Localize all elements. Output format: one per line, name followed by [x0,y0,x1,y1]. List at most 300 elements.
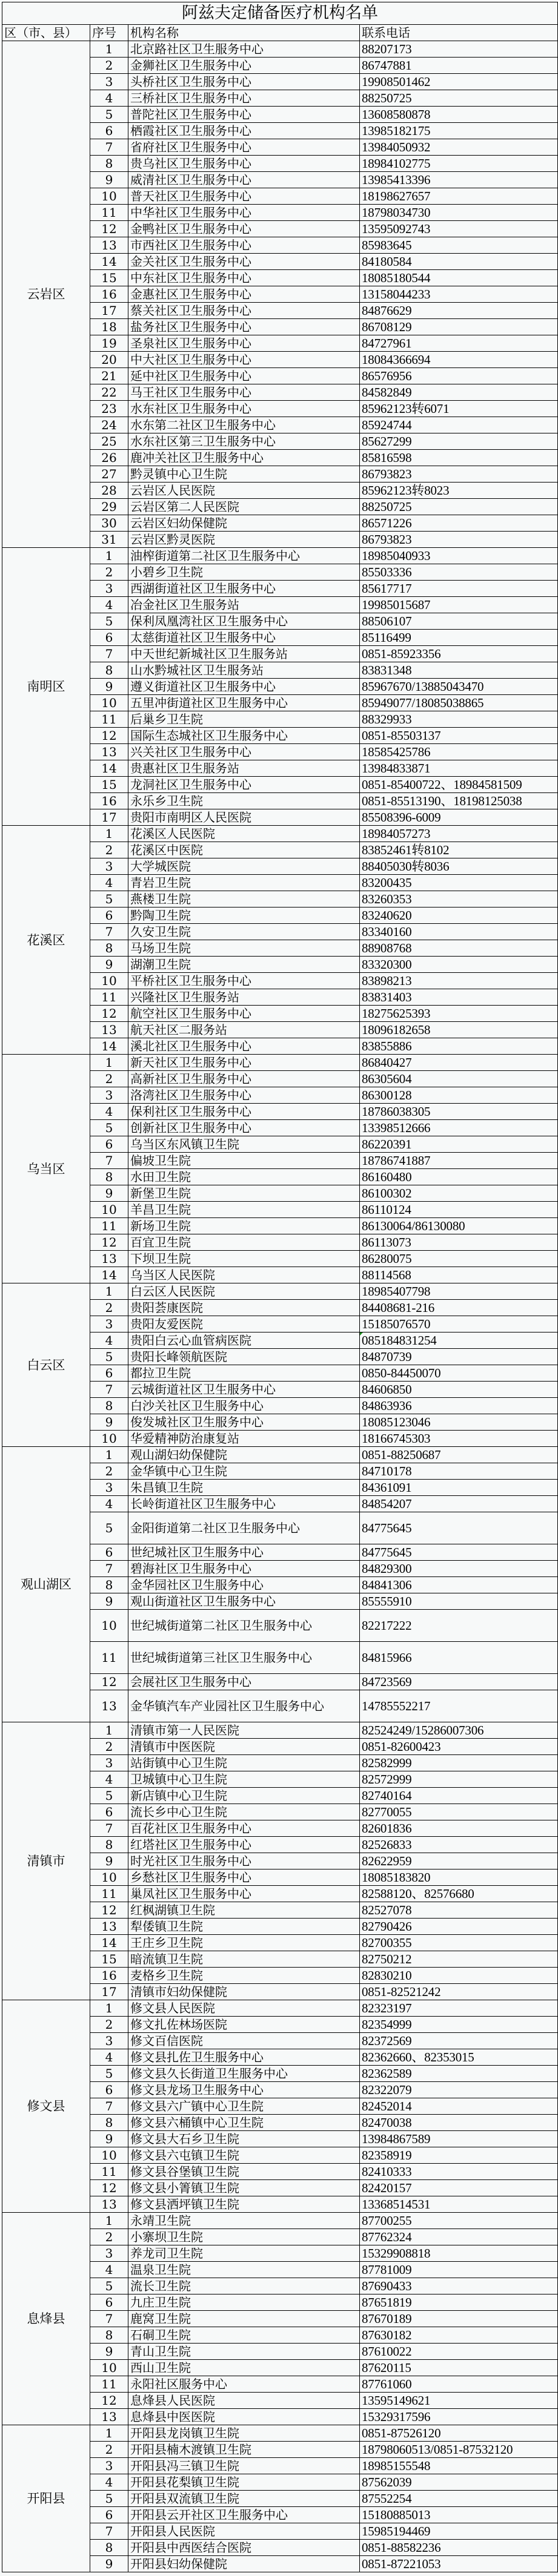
index-cell[interactable]: 11 [90,989,128,1006]
phone-cell[interactable] [360,2098,558,2115]
phone-cell[interactable] [360,286,558,303]
phone-cell[interactable] [360,499,558,515]
institution-name-cell[interactable]: 云岩区妇幼保健院 [128,515,360,532]
header-region[interactable]: 区（市、县） [2,25,90,41]
institution-name-cell[interactable]: 金华镇汽车产业园社区卫生服务中心 [128,1690,360,1722]
index-cell[interactable]: 5 [90,107,128,123]
phone-cell[interactable] [360,1968,558,1984]
institution-name-cell[interactable]: 永乐乡卫生院 [128,793,360,809]
institution-name-cell[interactable]: 溪北社区卫生服务中心 [128,1038,360,1055]
institution-name-cell[interactable]: 鹿冲关社区卫生服务中心 [128,450,360,466]
phone-cell[interactable] [360,1431,558,1447]
institution-name-cell[interactable]: 红塔社区卫生服务中心 [128,1837,360,1853]
institution-name-cell[interactable]: 下坝卫生院 [128,1251,360,1267]
phone-cell[interactable] [360,1593,558,1610]
index-cell[interactable]: 5 [90,1349,128,1365]
index-cell[interactable]: 6 [90,2294,128,2311]
phone-cell[interactable] [360,1104,558,1120]
index-cell[interactable]: 5 [90,613,128,630]
phone-cell[interactable] [360,1022,558,1038]
institution-name-cell[interactable]: 大学城医院 [128,858,360,875]
index-cell[interactable]: 1 [90,1055,128,1071]
institution-name-cell[interactable]: 栖霞社区卫生服务中心 [128,123,360,139]
index-cell[interactable]: 8 [90,1577,128,1593]
phone-cell[interactable] [360,1365,558,1382]
institution-name-cell[interactable]: 百花社区卫生服务中心 [128,1820,360,1837]
phone-cell[interactable] [360,2311,558,2327]
index-cell[interactable]: 5 [90,2491,128,2507]
region-cell[interactable]: 观山湖区 [2,1447,90,1722]
phone-cell[interactable] [360,2164,558,2180]
phone-cell[interactable] [360,2278,558,2294]
phone-cell[interactable] [360,630,558,646]
institution-name-cell[interactable]: 市西社区卫生服务中心 [128,237,360,254]
phone-cell[interactable] [360,237,558,254]
index-cell[interactable]: 6 [90,908,128,924]
index-cell[interactable]: 13 [90,237,128,254]
index-cell[interactable]: 10 [90,1610,128,1642]
index-cell[interactable]: 3 [90,858,128,875]
phone-cell[interactable] [360,139,558,156]
institution-name-cell[interactable]: 乡愁社区卫生服务中心 [128,1869,360,1886]
phone-cell[interactable] [360,335,558,352]
institution-name-cell[interactable]: 龙洞社区卫生服务中心 [128,777,360,793]
institution-name-cell[interactable]: 麦格乡卫生院 [128,1968,360,1984]
phone-cell[interactable] [360,1512,558,1544]
index-cell[interactable]: 2 [90,2229,128,2245]
index-cell[interactable]: 1 [90,548,128,564]
index-cell[interactable]: 12 [90,1234,128,1251]
phone-cell[interactable] [360,2327,558,2344]
phone-cell[interactable] [360,172,558,188]
institution-name-cell[interactable]: 贵惠社区卫生服务站 [128,760,360,777]
phone-cell[interactable] [360,1837,558,1853]
index-cell[interactable]: 1 [90,826,128,842]
phone-cell[interactable] [360,940,558,957]
phone-cell[interactable] [360,1869,558,1886]
index-cell[interactable]: 1 [90,2000,128,2017]
phone-cell[interactable] [360,319,558,335]
index-cell[interactable]: 1 [90,1722,128,1739]
phone-cell[interactable] [360,1561,558,1577]
institution-name-cell[interactable]: 贵乌社区卫生服务中心 [128,156,360,172]
phone-cell[interactable] [360,2442,558,2458]
institution-name-cell[interactable]: 修文县扎佐卫生服务中心 [128,2049,360,2066]
phone-cell[interactable] [360,858,558,875]
phone-cell[interactable] [360,1055,558,1071]
index-cell[interactable]: 1 [90,41,128,58]
phone-cell[interactable] [360,515,558,532]
institution-name-cell[interactable]: 威清社区卫生服务中心 [128,172,360,188]
phone-cell[interactable] [360,74,558,90]
institution-name-cell[interactable]: 普天社区卫生服务中心 [128,188,360,205]
institution-name-cell[interactable]: 新店镇中心卫生院 [128,1788,360,1804]
phone-cell[interactable] [360,1674,558,1690]
index-cell[interactable]: 6 [90,2082,128,2098]
institution-name-cell[interactable]: 开阳县楠木渡镇卫生院 [128,2442,360,2458]
institution-name-cell[interactable]: 永靖卫生院 [128,2213,360,2229]
institution-name-cell[interactable]: 流长卫生院 [128,2278,360,2294]
phone-cell[interactable] [360,1739,558,1755]
region-cell[interactable]: 修文县 [2,2000,90,2213]
phone-cell[interactable] [360,1804,558,1820]
institution-name-cell[interactable]: 时光社区卫生服务中心 [128,1853,360,1869]
phone-cell[interactable] [360,924,558,940]
phone-cell[interactable] [360,2049,558,2066]
phone-cell[interactable] [360,1251,558,1267]
institution-name-cell[interactable]: 鹿窝卫生院 [128,2311,360,2327]
index-cell[interactable]: 12 [90,1006,128,1022]
index-cell[interactable]: 6 [90,1365,128,1382]
index-cell[interactable]: 13 [90,1919,128,1935]
index-cell[interactable]: 13 [90,2196,128,2213]
index-cell[interactable]: 17 [90,303,128,319]
institution-name-cell[interactable]: 五里冲街道社区卫生服务中心 [128,695,360,711]
region-cell[interactable]: 南明区 [2,548,90,826]
phone-cell[interactable] [360,1690,558,1722]
institution-name-cell[interactable]: 圣泉社区卫生服务中心 [128,335,360,352]
phone-cell[interactable] [360,2491,558,2507]
phone-cell[interactable] [360,1120,558,1136]
phone-cell[interactable] [360,1136,558,1153]
index-cell[interactable]: 4 [90,2474,128,2491]
institution-name-cell[interactable]: 开阳县中西医结合医院 [128,2540,360,2556]
index-cell[interactable]: 4 [90,875,128,891]
institution-name-cell[interactable]: 站街镇中心卫生院 [128,1755,360,1771]
index-cell[interactable]: 12 [90,221,128,237]
phone-cell[interactable] [360,1300,558,1316]
index-cell[interactable]: 10 [90,2147,128,2164]
phone-cell[interactable] [360,1463,558,1480]
index-cell[interactable]: 9 [90,1414,128,1431]
phone-cell[interactable] [360,564,558,581]
index-cell[interactable]: 20 [90,352,128,368]
institution-name-cell[interactable]: 金华园社区卫生服务中心 [128,1577,360,1593]
phone-cell[interactable] [360,1169,558,1185]
institution-name-cell[interactable]: 温泉卫生院 [128,2262,360,2278]
phone-cell[interactable] [360,123,558,139]
phone-cell[interactable] [360,1414,558,1431]
institution-name-cell[interactable]: 金狮社区卫生服务中心 [128,58,360,74]
index-cell[interactable]: 9 [90,2344,128,2360]
institution-name-cell[interactable]: 修文百信医院 [128,2033,360,2049]
institution-name-cell[interactable]: 暗流镇卫生院 [128,1951,360,1968]
index-cell[interactable]: 14 [90,1935,128,1951]
institution-name-cell[interactable]: 保利凤凰湾社区卫生服务中心 [128,613,360,630]
index-cell[interactable]: 8 [90,1398,128,1414]
phone-cell[interactable] [360,826,558,842]
phone-cell[interactable] [360,368,558,384]
institution-name-cell[interactable]: 青岩卫生院 [128,875,360,891]
phone-cell[interactable] [360,1382,558,1398]
phone-cell[interactable] [360,1935,558,1951]
index-cell[interactable]: 10 [90,695,128,711]
institution-name-cell[interactable]: 开阳县妇幼保健院 [128,2556,360,2572]
index-cell[interactable]: 6 [90,1804,128,1820]
phone-cell[interactable] [360,1447,558,1463]
index-cell[interactable]: 8 [90,2540,128,2556]
institution-name-cell[interactable]: 流长乡中心卫生院 [128,1804,360,1820]
index-cell[interactable]: 11 [90,1886,128,1902]
phone-cell[interactable] [360,1480,558,1496]
header-index[interactable]: 序号 [90,25,128,41]
phone-cell[interactable] [360,1853,558,1869]
index-cell[interactable]: 1 [90,1447,128,1463]
institution-name-cell[interactable]: 俊发城社区卫生服务中心 [128,1414,360,1431]
institution-name-cell[interactable]: 九庄卫生院 [128,2294,360,2311]
institution-name-cell[interactable]: 修文县谷堡镇卫生院 [128,2164,360,2180]
index-cell[interactable]: 4 [90,2262,128,2278]
phone-cell[interactable] [360,58,558,74]
header-phone[interactable]: 联系电话 [360,25,558,41]
institution-name-cell[interactable]: 偏坡卫生院 [128,1153,360,1169]
index-cell[interactable]: 8 [90,940,128,957]
index-cell[interactable]: 13 [90,1690,128,1722]
institution-name-cell[interactable]: 巢凤社区卫生服务中心 [128,1886,360,1902]
phone-cell[interactable] [360,875,558,891]
institution-name-cell[interactable]: 中东社区卫生服务中心 [128,270,360,286]
institution-name-cell[interactable]: 小寨坝卫生院 [128,2229,360,2245]
institution-name-cell[interactable]: 云岩区第二人民医院 [128,499,360,515]
institution-name-cell[interactable]: 观山湖妇幼保健院 [128,1447,360,1463]
index-cell[interactable]: 3 [90,1755,128,1771]
index-cell[interactable]: 3 [90,1480,128,1496]
phone-cell[interactable] [360,1185,558,1202]
index-cell[interactable]: 11 [90,1642,128,1674]
phone-cell[interactable] [360,254,558,270]
institution-name-cell[interactable]: 水田卫生院 [128,1169,360,1185]
index-cell[interactable]: 2 [90,842,128,858]
phone-cell[interactable] [360,1544,558,1561]
institution-name-cell[interactable]: 贵阳市南明区人民医院 [128,809,360,826]
phone-cell[interactable] [360,270,558,286]
institution-name-cell[interactable]: 水东第二社区卫生服务中心 [128,417,360,433]
index-cell[interactable]: 4 [90,1104,128,1120]
phone-cell[interactable] [360,1267,558,1283]
index-cell[interactable]: 10 [90,973,128,989]
index-cell[interactable]: 2 [90,1071,128,1087]
phone-cell[interactable] [360,2294,558,2311]
phone-cell[interactable] [360,1642,558,1674]
index-cell[interactable]: 9 [90,679,128,695]
index-cell[interactable]: 5 [90,1788,128,1804]
index-cell[interactable]: 12 [90,1902,128,1919]
index-cell[interactable]: 13 [90,1251,128,1267]
phone-cell[interactable] [360,1919,558,1935]
phone-cell[interactable] [360,1332,558,1349]
phone-cell[interactable] [360,1886,558,1902]
index-cell[interactable]: 6 [90,630,128,646]
phone-cell[interactable] [360,1610,558,1642]
index-cell[interactable]: 16 [90,286,128,303]
institution-name-cell[interactable]: 羊昌卫生院 [128,1202,360,1218]
index-cell[interactable]: 19 [90,335,128,352]
institution-name-cell[interactable]: 朱昌镇卫生院 [128,1480,360,1496]
institution-name-cell[interactable]: 开阳县花梨镇卫生院 [128,2474,360,2491]
institution-name-cell[interactable]: 白沙关社区卫生服务中心 [128,1398,360,1414]
institution-name-cell[interactable]: 修文县六屯镇卫生院 [128,2147,360,2164]
index-cell[interactable]: 7 [90,1820,128,1837]
phone-cell[interactable] [360,2115,558,2131]
phone-cell[interactable] [360,2017,558,2033]
phone-cell[interactable] [360,760,558,777]
index-cell[interactable]: 10 [90,188,128,205]
phone-cell[interactable] [360,842,558,858]
institution-name-cell[interactable]: 金华镇中心卫生院 [128,1463,360,1480]
region-cell[interactable]: 清镇市 [2,1722,90,2000]
institution-name-cell[interactable]: 久安卫生院 [128,924,360,940]
institution-name-cell[interactable]: 乌当区东风镇卫生院 [128,1136,360,1153]
phone-cell[interactable] [360,1951,558,1968]
phone-cell[interactable] [360,613,558,630]
institution-name-cell[interactable]: 乌当区人民医院 [128,1267,360,1283]
index-cell[interactable]: 2 [90,2442,128,2458]
institution-name-cell[interactable]: 创新社区卫生服务中心 [128,1120,360,1136]
index-cell[interactable]: 12 [90,728,128,744]
index-cell[interactable]: 9 [90,1185,128,1202]
phone-cell[interactable] [360,205,558,221]
institution-name-cell[interactable]: 百宜卫生院 [128,1234,360,1251]
index-cell[interactable]: 9 [90,2556,128,2572]
institution-name-cell[interactable]: 养龙司卫生院 [128,2245,360,2262]
institution-name-cell[interactable]: 修文县久长街道卫生服务中心 [128,2066,360,2082]
institution-name-cell[interactable]: 水东社区第三卫生服务中心 [128,433,360,450]
index-cell[interactable]: 23 [90,401,128,417]
institution-name-cell[interactable]: 金鸭社区卫生服务中心 [128,221,360,237]
institution-name-cell[interactable]: 世纪城街道第二社区卫生服务中心 [128,1610,360,1642]
institution-name-cell[interactable]: 修文县六广镇中心卫生院 [128,2098,360,2115]
index-cell[interactable]: 7 [90,139,128,156]
phone-cell[interactable] [360,188,558,205]
index-cell[interactable]: 14 [90,254,128,270]
index-cell[interactable]: 11 [90,1218,128,1234]
institution-name-cell[interactable]: 兴关社区卫生服务中心 [128,744,360,760]
phone-cell[interactable] [360,957,558,973]
index-cell[interactable]: 29 [90,499,128,515]
index-cell[interactable]: 5 [90,1120,128,1136]
index-cell[interactable]: 5 [90,891,128,908]
institution-name-cell[interactable]: 修文县小箐镇卫生院 [128,2180,360,2196]
phone-cell[interactable] [360,548,558,564]
index-cell[interactable]: 1 [90,2213,128,2229]
phone-cell[interactable] [360,532,558,548]
index-cell[interactable]: 4 [90,90,128,107]
institution-name-cell[interactable]: 世纪城社区卫生服务中心 [128,1544,360,1561]
phone-cell[interactable] [360,450,558,466]
phone-cell[interactable] [360,908,558,924]
institution-name-cell[interactable]: 黔陶卫生院 [128,908,360,924]
institution-name-cell[interactable]: 修文县龙场卫生服务中心 [128,2082,360,2098]
institution-name-cell[interactable]: 云城街道社区卫生服务中心 [128,1382,360,1398]
index-cell[interactable]: 7 [90,1561,128,1577]
institution-name-cell[interactable]: 省府社区卫生服务中心 [128,139,360,156]
cell-error-indicator-icon[interactable] [360,1332,363,1336]
phone-cell[interactable] [360,2458,558,2474]
region-cell[interactable]: 乌当区 [2,1055,90,1283]
index-cell[interactable]: 3 [90,2458,128,2474]
index-cell[interactable]: 8 [90,2327,128,2344]
phone-cell[interactable] [360,1153,558,1169]
index-cell[interactable]: 7 [90,2311,128,2327]
index-cell[interactable]: 8 [90,662,128,679]
index-cell[interactable]: 2 [90,58,128,74]
phone-cell[interactable] [360,2393,558,2409]
institution-name-cell[interactable]: 中大社区卫生服务中心 [128,352,360,368]
index-cell[interactable]: 6 [90,1136,128,1153]
index-cell[interactable]: 14 [90,760,128,777]
institution-name-cell[interactable]: 国际生态城社区卫生服务中心 [128,728,360,744]
phone-cell[interactable] [360,2425,558,2442]
institution-name-cell[interactable]: 山水黔城社区卫生服务站 [128,662,360,679]
institution-name-cell[interactable]: 后巢乡卫生院 [128,711,360,728]
index-cell[interactable]: 12 [90,1674,128,1690]
index-cell[interactable]: 4 [90,597,128,613]
index-cell[interactable]: 8 [90,156,128,172]
index-cell[interactable]: 10 [90,2360,128,2376]
institution-name-cell[interactable]: 油榨街道第二社区卫生服务中心 [128,548,360,564]
index-cell[interactable]: 26 [90,450,128,466]
index-cell[interactable]: 17 [90,809,128,826]
region-cell[interactable]: 开阳县 [2,2425,90,2572]
institution-name-cell[interactable]: 贵阳荟康医院 [128,1300,360,1316]
institution-name-cell[interactable]: 世纪城街道第三社区卫生服务中心 [128,1642,360,1674]
institution-name-cell[interactable]: 头桥社区卫生服务中心 [128,74,360,90]
index-cell[interactable]: 4 [90,1332,128,1349]
index-cell[interactable]: 9 [90,2131,128,2147]
phone-cell[interactable] [360,1771,558,1788]
institution-name-cell[interactable]: 开阳县冯三镇卫生院 [128,2458,360,2474]
phone-cell[interactable] [360,1071,558,1087]
institution-name-cell[interactable]: 小碧乡卫生院 [128,564,360,581]
phone-cell[interactable] [360,1349,558,1365]
phone-cell[interactable] [360,384,558,401]
institution-name-cell[interactable]: 贵阳友爱医院 [128,1316,360,1332]
region-cell[interactable]: 白云区 [2,1283,90,1447]
phone-cell[interactable] [360,1234,558,1251]
index-cell[interactable]: 2 [90,564,128,581]
phone-cell[interactable] [360,2229,558,2245]
phone-cell[interactable] [360,466,558,483]
institution-name-cell[interactable]: 平桥社区卫生服务中心 [128,973,360,989]
institution-name-cell[interactable]: 盐务社区卫生服务中心 [128,319,360,335]
institution-name-cell[interactable]: 新堡卫生院 [128,1185,360,1202]
index-cell[interactable]: 5 [90,2278,128,2294]
institution-name-cell[interactable]: 王庄乡卫生院 [128,1935,360,1951]
phone-cell[interactable] [360,2523,558,2540]
institution-name-cell[interactable]: 开阳县人民医院 [128,2523,360,2540]
index-cell[interactable]: 3 [90,74,128,90]
index-cell[interactable]: 12 [90,2180,128,2196]
index-cell[interactable]: 9 [90,1853,128,1869]
index-cell[interactable]: 17 [90,1984,128,2000]
institution-name-cell[interactable]: 花溪区中医院 [128,842,360,858]
phone-cell[interactable] [360,1722,558,1739]
index-cell[interactable]: 5 [90,2066,128,2082]
index-cell[interactable]: 8 [90,2115,128,2131]
institution-name-cell[interactable]: 北京路社区卫生服务中心 [128,41,360,58]
institution-name-cell[interactable]: 石硐卫生院 [128,2327,360,2344]
institution-name-cell[interactable]: 犁倭镇卫生院 [128,1919,360,1935]
institution-name-cell[interactable]: 太慈街道社区卫生服务中心 [128,630,360,646]
index-cell[interactable]: 7 [90,924,128,940]
institution-name-cell[interactable]: 观山街道社区卫生服务中心 [128,1593,360,1610]
institution-name-cell[interactable]: 蔡关社区卫生服务中心 [128,303,360,319]
institution-name-cell[interactable]: 修文县六桶镇中心卫生院 [128,2115,360,2131]
institution-name-cell[interactable]: 息烽县中医医院 [128,2409,360,2425]
index-cell[interactable]: 9 [90,957,128,973]
institution-name-cell[interactable]: 中天世纪新城社区卫生服务站 [128,646,360,662]
institution-name-cell[interactable]: 金关社区卫生服务中心 [128,254,360,270]
